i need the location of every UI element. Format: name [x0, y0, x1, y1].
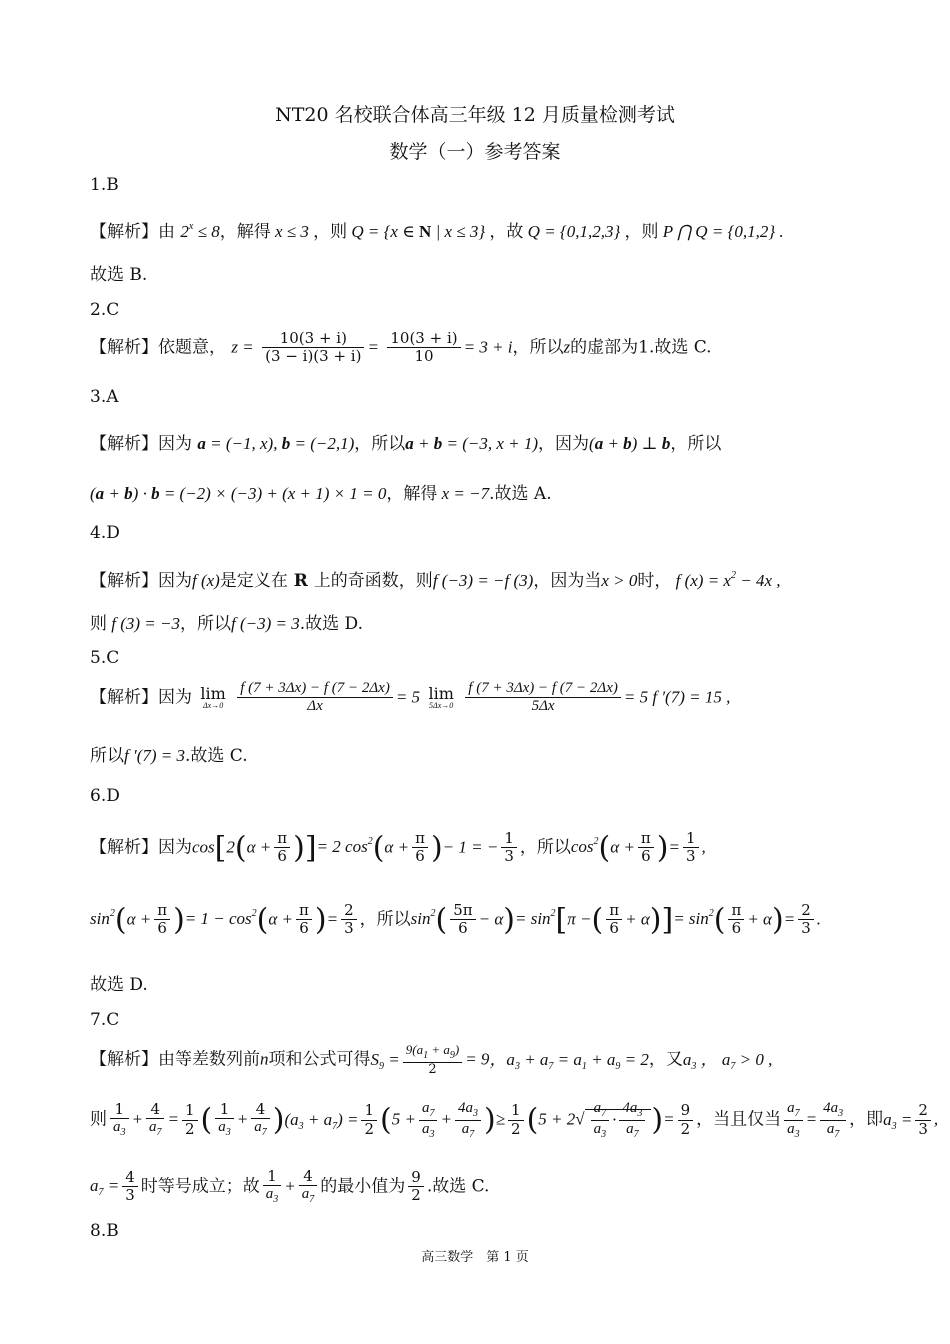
q7-solution: 【解析】由等差数列前n项和公式可得$S_9$ = $\frac{9(a_1 + a_9)}{2}$ = 9，$a_3 + a_7 = a_1 + a_9 = 2$，又$a_3$ ， $a_7 > 0$ ,: [90, 1042, 773, 1077]
page-subtitle: 数学（一）参考答案: [389, 141, 561, 163]
q8-answer: 8.B: [90, 1221, 119, 1241]
q5-solution: 【解析】因为 lim Δx→0 $\frac{f (7 + 3\Delta x) - f (7 - 2\Delta x)}{\Delta x}$ = 5 lim 5Δx→0 $\frac{f (7 + 3\Delta x) - f (7 - 2\Delta x)}{5\Delta x}$ = 5 f ′(7) = 15 ,: [90, 680, 731, 715]
q1-label: 【解析】: [90, 222, 158, 242]
q6-answer: 6.D: [90, 786, 120, 806]
q4-label: 【解析】: [90, 571, 158, 591]
q7-solution-cont2: $a_7$ = $\frac{4}{3}$ 时等号成立；故 $\frac{1}{a_3}$ + $\frac{4}{a_7}$ 的最小值为 $\frac{9}{2}$ .故选 C.: [90, 1167, 490, 1206]
q6-label: 【解析】: [90, 837, 158, 858]
q1-conclusion: 故选 B.: [90, 265, 148, 285]
q4-answer: 4.D: [90, 523, 120, 543]
q1-solution: 【解析】由 $2^x \le 8$，解得 x ≤ 3 ，则 Q = {x ∈ N | x ≤ 3} ，故 Q = {0,1,2,3} ，则 P ⋂ Q = {0,1,2} .: [90, 221, 784, 242]
q1-answer: 1.B: [90, 175, 119, 195]
q2-label: 【解析】: [90, 337, 158, 358]
q3-label: 【解析】: [90, 434, 158, 454]
q5-label: 【解析】: [90, 687, 158, 708]
q6-solution-cont: $\sin^2(\alpha$ + $\frac{\pi}{6}$ )= $1 - \cos^2(\alpha$ + $\frac{\pi}{6}$ )= $\frac{2}{3}$ ，所以$\sin^2$( $\frac{5\pi}{6}$ − $\alpha)= \sin^2[\pi$ −( $\frac{\pi}{6}$ + $\alpha)]= \sin^2$( $\frac{\pi}{6}$ + α)= $\frac{2}{3}$ .: [90, 901, 821, 938]
q7-label: 【解析】: [90, 1049, 158, 1070]
q6-conclusion: 故选 D.: [90, 975, 148, 995]
q2-solution: 【解析】依题意， z = $\frac{10(3 + i)}{(3 - i)(3 + i)}$ = $\frac{10(3 + i)}{10}$ = 3 + i，所以z的虚部为1.故选 C.: [90, 329, 712, 366]
q5-solution-cont: 所以f ′(7) = 3.故选 C.: [90, 746, 248, 766]
page-footer: 高三数学 第 1 页: [421, 1250, 529, 1265]
q7-solution-cont: 则 $\frac{1}{a_3}$ + $\frac{4}{a_7}$ = $\frac{1}{2}$ ( $\frac{1}{a_3}$ + $\frac{4}{a_7}$ )$(a_3 + a_7)$ = $\frac{1}{2}$ (5 + $\frac{a_7}{a_3}$ + $\frac{4a_3}{a_7}$ )≥ $\frac{1}{2}$ (5 + 2√ $\frac{a_7}{a_3}$ · $\frac{4a_3}{a_7}$ )= $\frac{9}{2}$ ，当且仅当 $\frac{a_7}{a_3}$ = $\frac{4a_3}{a_7}$ ，即$a_3$ = $\frac{2}{3}$ ,: [90, 1100, 939, 1140]
q6-solution: 【解析】因为cos[2(α + $\frac{\pi}{6}$ )]= 2 $\cos^2(\alpha$ + $\frac{\pi}{6}$ )− 1 = − $\frac{1}{3}$ ，所以$\cos^2(\alpha$ + $\frac{\pi}{6}$ )= $\frac{1}{3}$ ,: [90, 829, 706, 866]
q3-solution: 【解析】因为 a = (−1, x), b = (−2,1)，所以a + b = (−3, x + 1)，因为(a + b) ⊥ b，所以: [90, 434, 722, 454]
q4-solution-cont: 则 f (3) = −3，所以f (−3) = 3.故选 D.: [90, 614, 363, 634]
q7-answer: 7.C: [90, 1010, 120, 1030]
q4-solution: 【解析】因为f (x)是定义在 R 上的奇函数，则f (−3) = −f (3)，因为当x > 0时， f $(x) = x^2 - 4x$ ,: [90, 570, 781, 591]
q5-answer: 5.C: [90, 648, 120, 668]
q2-answer: 2.C: [90, 300, 120, 320]
q3-solution-cont: (a + b) · b = (−2) × (−3) + (x + 1) × 1 = 0，解得 x = −7.故选 A.: [90, 484, 552, 504]
q3-answer: 3.A: [90, 387, 119, 407]
page-title: NT20 名校联合体高三年级 12 月质量检测考试: [275, 104, 675, 126]
